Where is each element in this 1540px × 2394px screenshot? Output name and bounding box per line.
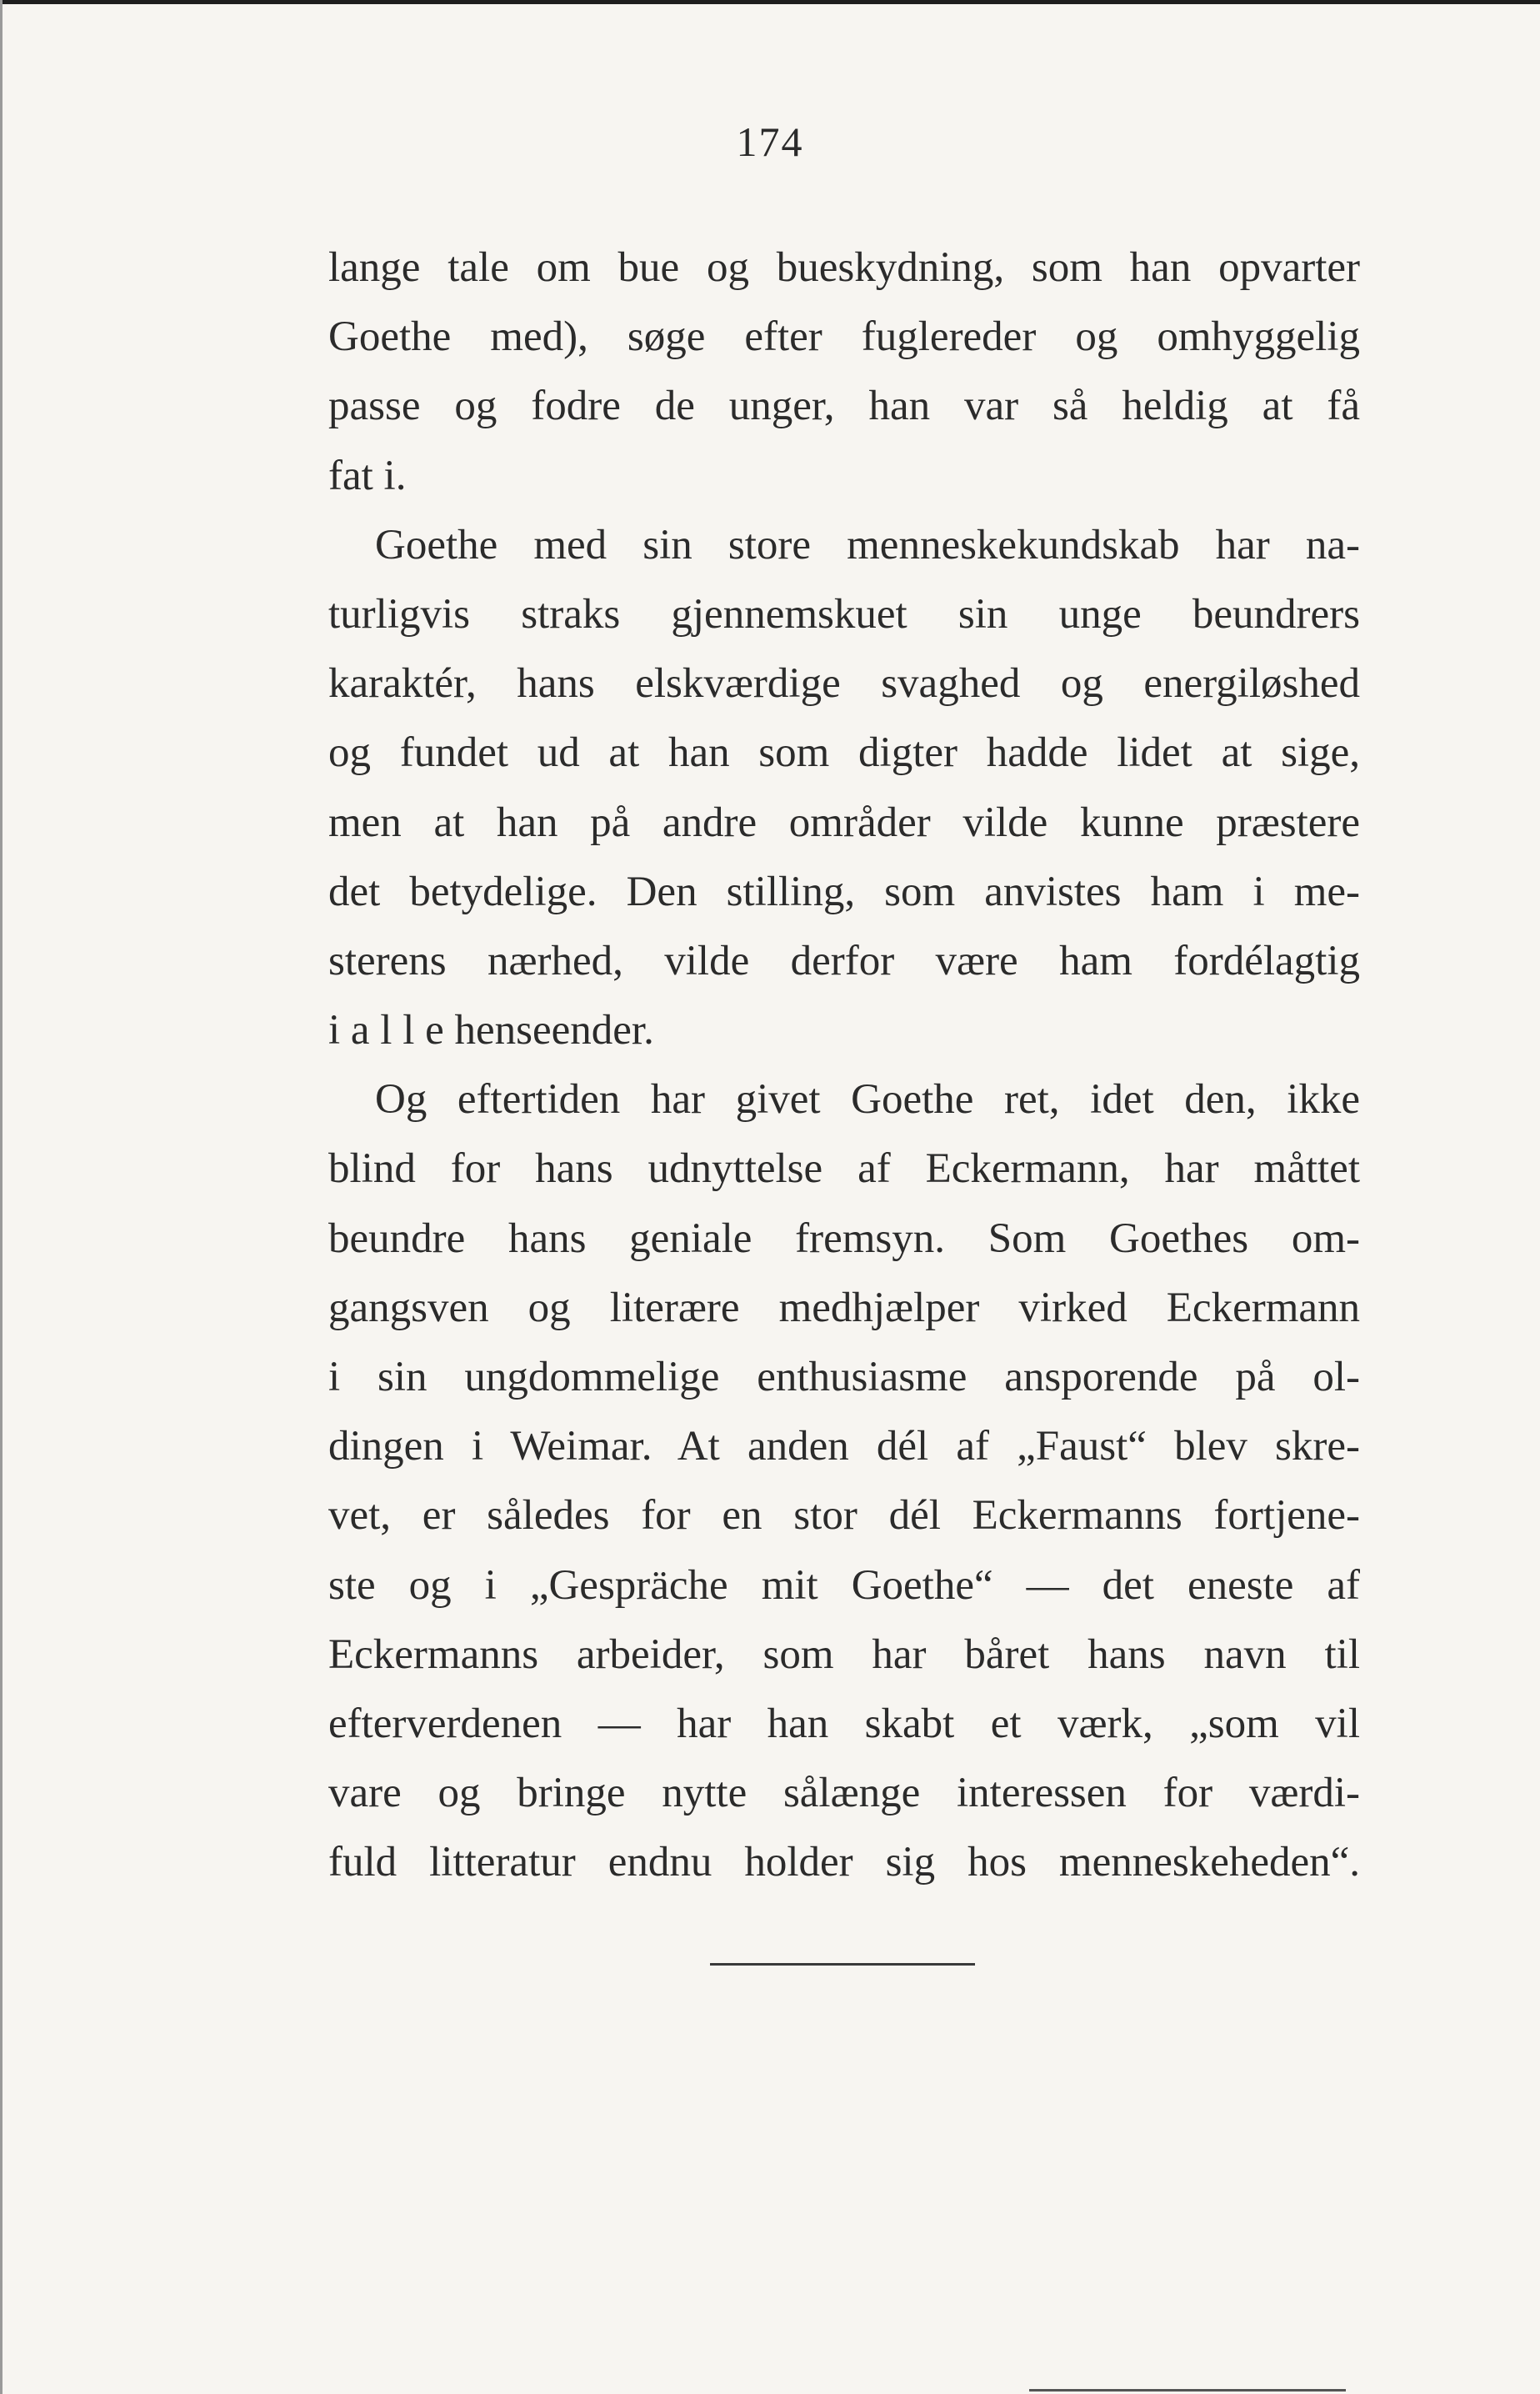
text-line: gangsven og literære medhjælper virked Eckermann bbox=[328, 1284, 1360, 1331]
section-end-rule bbox=[710, 1963, 975, 1966]
text-line: efterverdenen — har han skabt et værk, „som vil bbox=[328, 1700, 1360, 1747]
text-line: og fundet ud at han som digter hadde lidet at sige, bbox=[328, 729, 1360, 777]
scan-left-edge bbox=[0, 0, 2, 2394]
text-line: Eckermanns arbeider, som har båret hans navn til bbox=[328, 1630, 1360, 1678]
text-line: fuld litteratur endnu holder sig hos menneskeheden“. bbox=[328, 1839, 1360, 1886]
text-line: passe og fodre de unger, han var så heldig at få bbox=[328, 383, 1360, 430]
text-line: blind for hans udnyttelse af Eckermann, har måttet bbox=[328, 1145, 1360, 1193]
text-line: Og eftertiden har givet Goethe ret, idet den, ikke bbox=[375, 1076, 1360, 1124]
text-line: karaktér, hans elskværdige svaghed og energiløshed bbox=[328, 660, 1360, 708]
text-line: det betydelige. Den stilling, som anvistes ham i me- bbox=[328, 868, 1360, 915]
text-line: lange tale om bue og bueskydning, som han opvarter bbox=[328, 244, 1360, 291]
text-line: fat i. bbox=[328, 452, 407, 499]
text-line: vare og bringe nytte sålænge interessen for værdi- bbox=[328, 1770, 1360, 1817]
text-line: i sin ungdommelige enthusiasme ansporende på ol- bbox=[328, 1354, 1360, 1400]
text-line: turligvis straks gjennemskuet sin unge beundrers bbox=[328, 590, 1360, 638]
scan-top-edge bbox=[0, 0, 1540, 4]
text-line: i a l l e henseender. bbox=[328, 1007, 654, 1054]
text-line: sterens nærhed, vilde derfor være ham fordélagtig bbox=[328, 937, 1360, 984]
text-line: Goethe med sin store menneskekundskab har na- bbox=[375, 521, 1360, 568]
body-text bbox=[328, 233, 1360, 1898]
text-line: vet, er således for en stor dél Eckermanns fortjene- bbox=[328, 1492, 1360, 1540]
scan-bottom-mark bbox=[1029, 2389, 1346, 2391]
text-line: dingen i Weimar. At anden dél af „Faust“ blev skre- bbox=[328, 1423, 1360, 1470]
text-line: men at han på andre områder vilde kunne præstere bbox=[328, 799, 1360, 846]
text-line: ste og i „Gespräche mit Goethe“ — det eneste af bbox=[328, 1561, 1360, 1609]
text-line: Goethe med), søge efter fuglereder og omhyggelig bbox=[328, 313, 1360, 361]
text-line: beundre hans geniale fremsyn. Som Goethes om- bbox=[328, 1215, 1360, 1262]
page-number: 174 bbox=[736, 118, 804, 165]
